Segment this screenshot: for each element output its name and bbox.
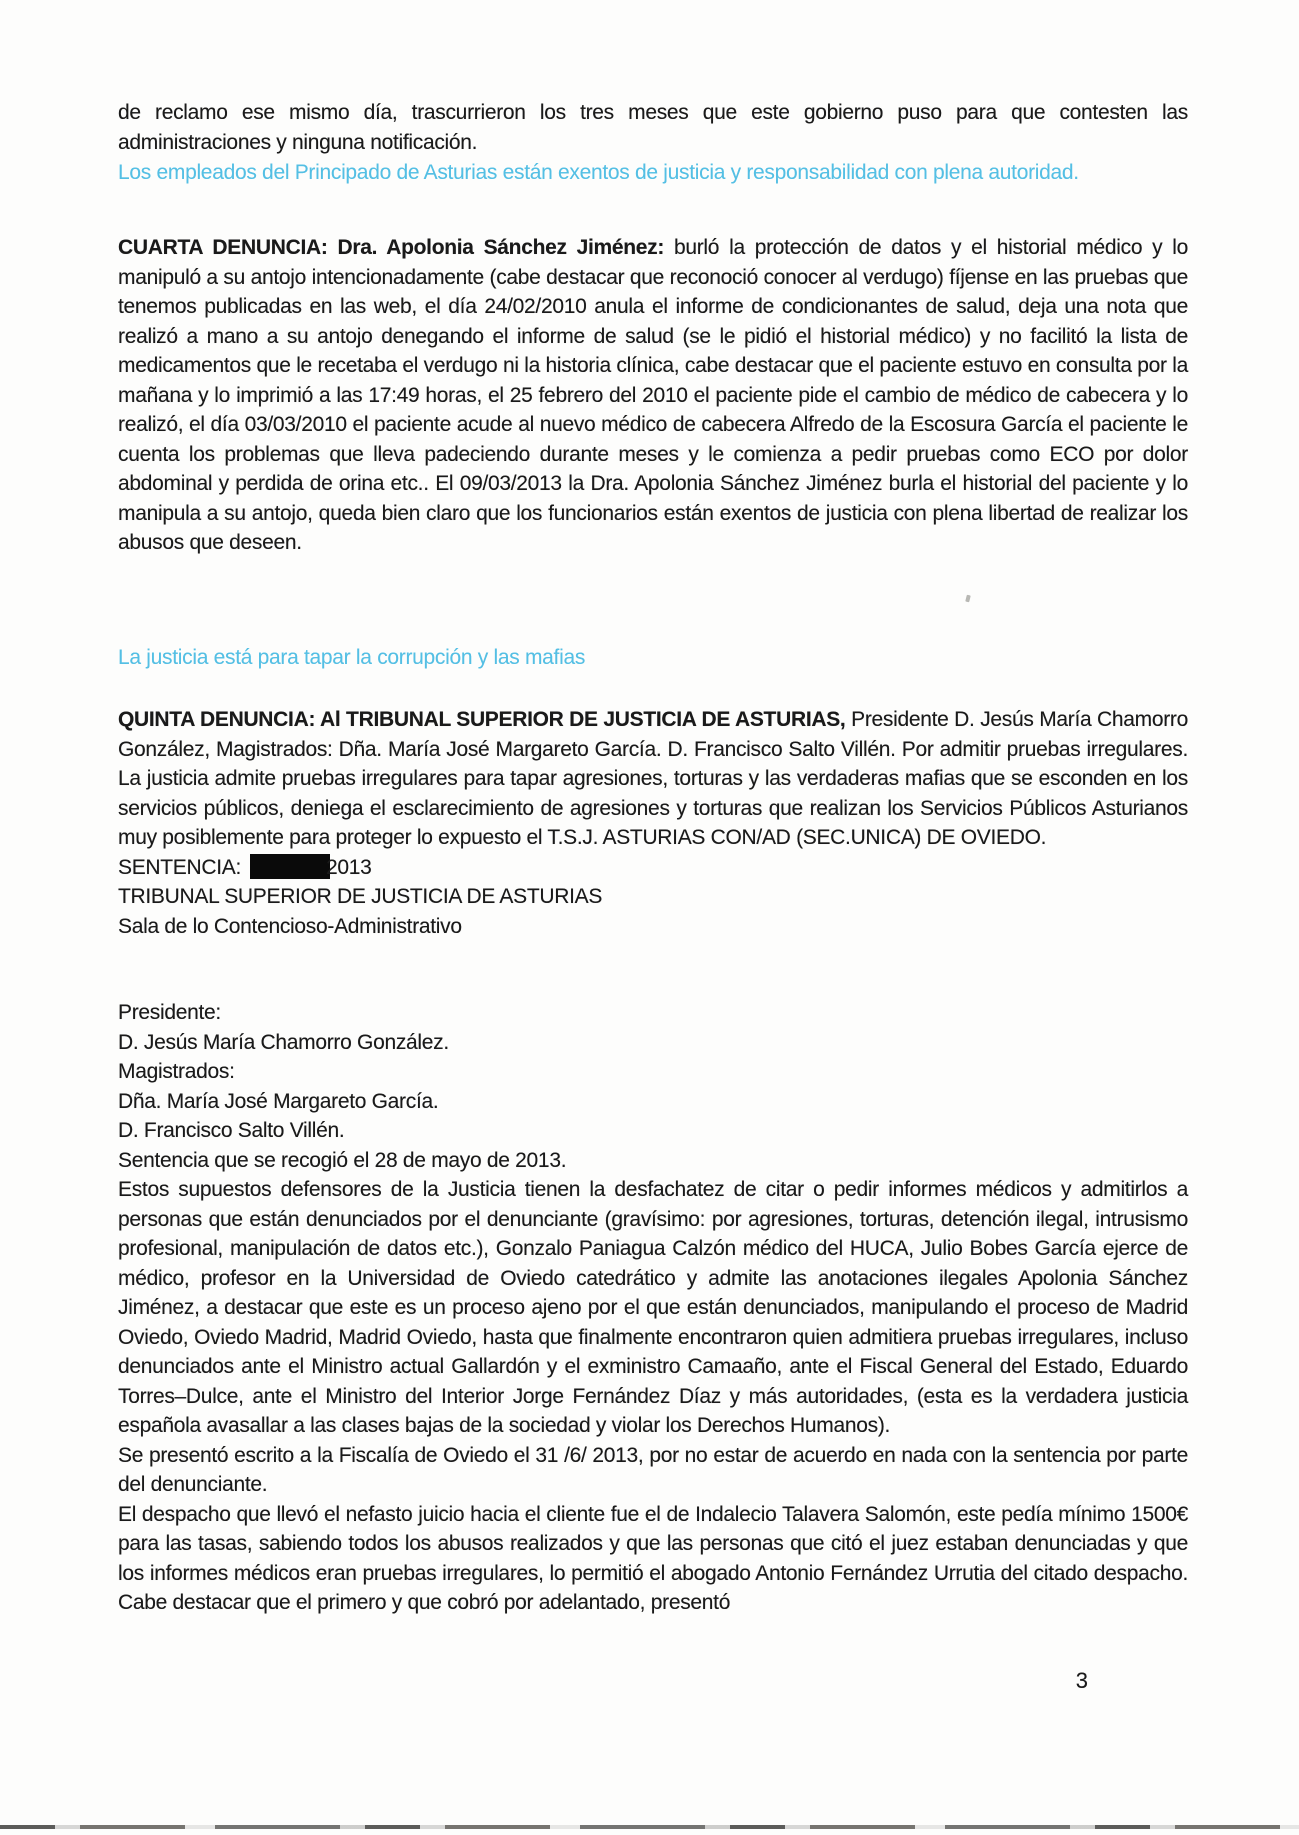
sala-line: Sala de lo Contencioso-Administrativo [118,914,462,938]
court-line-presidente-name: D. Jesús María Chamorro González. [118,1030,449,1054]
cyan-annotation-2 [118,643,1188,673]
cyan-annotation-1-text: Los empleados del Principado de Asturias están exentos de justicia y responsabilidad con plena autoridad. [118,161,1079,184]
scan-edge-artifact [0,1825,1299,1829]
paragraph-intro-text: de reclamo ese mismo día, trascurrieron los tres meses que este gobierno puso para que contesten las administraciones y ninguna notificación. [118,101,1188,154]
paragraph-quinta-denuncia [118,705,1188,853]
paragraph-cuarta-denuncia [118,233,1188,558]
tribunal-line: TRIBUNAL SUPERIOR DE JUSTICIA DE ASTURIAS [118,885,603,908]
paragraph-intro [118,98,1188,157]
sentencia-label: SENTENCIA: [118,855,242,879]
sentencia-year: 2013 [326,855,372,879]
court-line-presidente-label: Presidente: [118,1001,221,1024]
cyan-annotation-1 [118,158,1188,188]
quinta-denuncia-section [118,705,1188,941]
quinta-denuncia-heading: QUINTA DENUNCIA: Al TRIBUNAL SUPERIOR DE JUSTICIA DE ASTURIAS, [118,708,846,731]
court-line-magistrada-name: Dña. María José Margareto García. [118,1089,439,1113]
page-number: 3 [1075,1668,1088,1693]
cyan-annotation-2-text: La justicia está para tapar la corrupción y las mafias [118,646,586,669]
paragraph-despacho: El despacho que llevó el nefasto juicio hacia el cliente fue el de Indalecio Talavera Salomón, este pedía mínimo 1500€ para las tasas, sabiendo todos los abusos realizados y que las personas que citó el juez estaban denunciadas y que los informes médicos eran pruebas irregulares, lo permitió el abogado Antonio Fernández Urrutia del citado despacho. Cabe destacar que el primero y que cobró por adelantado, presentó [118,1502,1188,1614]
redaction-box [250,854,330,879]
court-line-magistrados-label: Magistrados: [118,1060,235,1083]
cuarta-denuncia-body: burló la protección de datos y el historial médico y lo manipuló a su antojo intencionadamente (cabe destacar que reconoció conocer al verdugo) fíjense en las pruebas que tenemos publicadas en las web, el día 24/02/2010 anula el informe de condicionantes de salud, deja una nota que realizó a mano a su antojo denegando el informe de salud (se le pidió el historial médico) y no facilitó la lista de medicamentos que le recetaba el verdugo ni la historia clínica, cabe destacar que el paciente estuvo en consulta por la mañana y lo imprimió a las 17:49 horas, el 25 febrero del 2010 el paciente pide el cambio de médico de cabecera y lo realizó, el día 03/03/2010 el paciente acude al nuevo médico de cabecera Alfredo de la Escosura García el paciente le cuenta los problemas que lleva padeciendo durante meses y le comienza a pedir pruebas como ECO por dolor abdominal y perdida de orina etc.. El 09/03/2013 la Dra. Apolonia Sánchez Jiménez burla el historial del paciente y lo manipula a su antojo, queda bien claro que los funcionarios están exentos de justicia con plena libertad de realizar los abusos que deseen. [118,236,1188,554]
court-line-sentencia-fecha: Sentencia que se recogió el 28 de mayo de 2013. [118,1148,567,1172]
court-line-magistrado-name: D. Francisco Salto Villén. [118,1119,345,1142]
court-and-closing-section [118,998,1188,1618]
paragraph-estos-supuestos: Estos supuestos defensores de la Justicia tienen la desfachatez de citar o pedir informes médicos y admitirlos a personas que están denunciados por el denunciante (gravísimo: por agresiones, torturas, detención ilegal, intrusismo profesional, manipulación de datos etc.), Gonzalo Paniagua Calzón médico del HUCA, Julio Bobes García ejerce de médico, profesor en la Universidad de Oviedo catedrático y admite las anotaciones ilegales Apolonia Sánchez Jiménez, a destacar que este es un proceso ajeno por el que están denunciados, manipulando el proceso de Madrid Oviedo, Oviedo Madrid, Madrid Oviedo, hasta que finalmente encontraron quien admitiera pruebas irregulares, incluso denunciados ante el Ministro actual Gallardón y el exministro Camaaño, ante el Fiscal General del Estado, Eduardo Torres–Dulce, ante el Ministro del Interior Jorge Fernández Díaz y más autoridades, (esta es la verdadera justicia española avasallar a las clases bajas de la sociedad y violar los Derechos Humanos). [118,1178,1188,1437]
quinta-denuncia-body: Presidente D. Jesús María Chamorro González, Magistrados: Dña. María José Margareto García. D. Francisco Salto Villén. Por admitir pruebas irregulares. La justicia admite pruebas irregulares para tapar agresiones, torturas y las verdaderas mafias que se esconden en los servicios públicos, deniega el esclarecimiento de agresiones y torturas que realizan los Servicios Públicos Asturianos muy posiblemente para proteger lo expuesto el T.S.J. ASTURIAS CON/AD (SEC.UNICA) DE OVIEDO. [118,708,1189,849]
paragraph-fiscalia: Se presentó escrito a la Fiscalía de Oviedo el 31 /6/ 2013, por no estar de acuerdo en nada con la sentencia por parte del denunciante. [118,1443,1188,1496]
cuarta-denuncia-heading: CUARTA DENUNCIA: Dra. Apolonia Sánchez Jiménez: [118,236,665,259]
scan-speck [965,595,971,603]
sentencia-line [118,853,1188,883]
